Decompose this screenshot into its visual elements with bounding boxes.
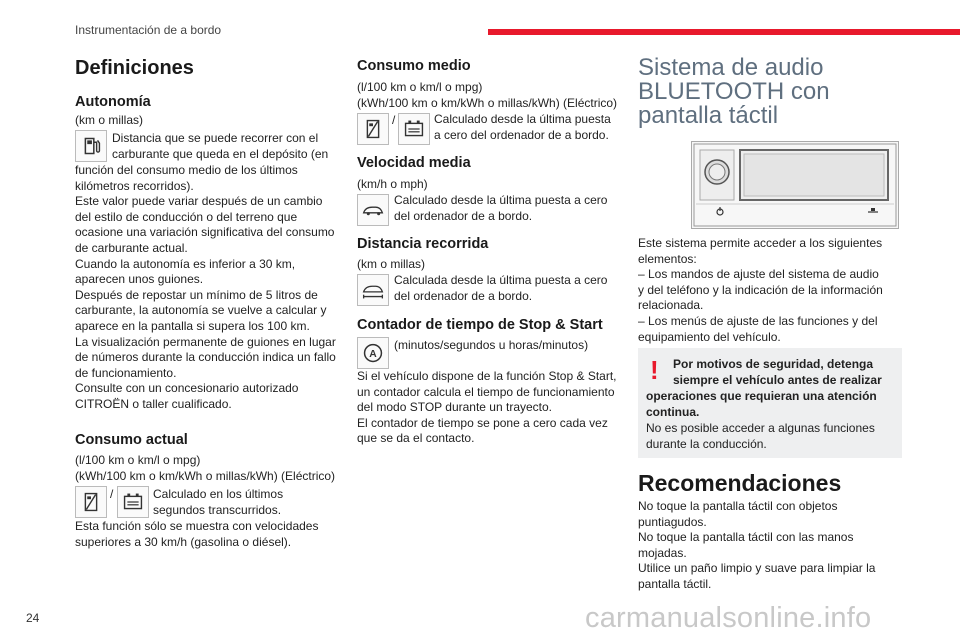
autonomia-heading: Autonomía [75, 94, 151, 110]
fuel-consumption-icon [357, 113, 389, 145]
consumo-medio-heading: Consumo medio [357, 58, 471, 74]
recommendations-body: No toque la pantalla táctil con objetos puntiagudos. No toque la pantalla táctil con las manos mojadas. Utilice un paño limpio y suave para limpiar la pantalla táctil. [638, 499, 876, 591]
running-header: Instrumentación de a bordo [75, 23, 222, 37]
svg-text:A: A [369, 348, 377, 360]
warning-normal-a: No es posible acceder a algunas funciones [646, 421, 875, 435]
exclamation-warning-icon: ! [650, 355, 659, 385]
consumo-medio-desc-a: Calculado desde la última puesta [434, 112, 611, 126]
warning-bold-b: siempre el vehículo antes de realizar [673, 373, 882, 387]
autonomia-body: función del consumo medio de los últimos kilómetros recorridos). Este valor puede variar después de un cambio del estilo de conducción o del terreno que ocasione una variación significativa del consumo de carburante actual. Cuando la autonomía es inferior a 30 km, aparecen unos guiones. Después de repostar un mínimo de 5 litros de carburante, la autonomía se vuelve a calcular y aparece en la pantalla si supera los 100 km. La visualización permanente de guiones en lugar de números durante la conducción indica un fallo de funcionamiento. Consulte con un concesionario autorizado CITROËN o taller cualificado. [75, 163, 336, 411]
page-number: 24 [26, 611, 40, 625]
distancia-desc-a: Calculada desde la última puesta a cero [394, 273, 608, 287]
slash-separator: / [110, 487, 114, 501]
audio-system-title: Sistema de audio BLUETOOTH con pantalla táctil [638, 54, 830, 129]
car-distance-icon [357, 274, 389, 306]
fuel-pump-icon [75, 130, 107, 162]
header-accent-bar [488, 29, 960, 35]
touchscreen-illustration [691, 141, 899, 229]
distancia-heading: Distancia recorrida [357, 236, 489, 252]
distancia-units: (km o millas) [357, 257, 425, 271]
warning-bold-d: continua. [646, 405, 700, 419]
consumo-medio-units2: (kWh/100 km o km/kWh o millas/kWh) (Eléctrico) [357, 96, 618, 110]
velocidad-media-desc-a: Calculado desde la última puesta a cero [394, 193, 608, 207]
autonomia-desc-b: carburante que queda en el depósito (en [112, 147, 329, 161]
definitions-title: Definiciones [75, 57, 194, 79]
velocidad-media-desc-b: del ordenador de a bordo. [394, 209, 533, 223]
consumo-actual-units2: (kWh/100 km o km/kWh o millas/kWh) (Eléctrico) [75, 469, 336, 483]
consumo-actual-desc-b: segundos transcurridos. [153, 503, 282, 517]
car-speed-icon [357, 194, 389, 226]
distancia-desc-b: del ordenador de a bordo. [394, 289, 533, 303]
consumo-medio-desc-b: a cero del ordenador de a bordo. [434, 128, 609, 142]
autonomia-desc-a: Distancia que se puede recorrer con el [112, 131, 319, 145]
warning-normal-b: durante la conducción. [646, 437, 767, 451]
audio-intro: Este sistema permite acceder a los siguientes elementos: – Los mandos de ajuste del sistema de audio y del teléfono y la indicación de la información relacionada. – Los menús de ajuste de las funciones y del equipamiento del vehículo. [638, 236, 883, 344]
consumo-medio-units1: (l/100 km o km/l o mpg) [357, 80, 483, 94]
fuel-consumption-icon [75, 486, 107, 518]
consumo-actual-desc-a: Calculado en los últimos [153, 487, 284, 501]
slash-separator: / [392, 113, 396, 127]
stop-start-icon [357, 337, 389, 369]
watermark: carmanualsonline.info [585, 602, 872, 634]
battery-consumption-icon [117, 486, 149, 518]
warning-bold-a: Por motivos de seguridad, detenga [673, 357, 874, 371]
velocidad-media-units: (km/h o mph) [357, 177, 428, 191]
recommendations-title: Recomendaciones [638, 470, 842, 496]
autonomia-units: (km o millas) [75, 113, 143, 127]
consumo-actual-heading: Consumo actual [75, 432, 188, 448]
velocidad-media-heading: Velocidad media [357, 155, 471, 171]
stop-start-body: Si el vehículo dispone de la función Stop & Start, un contador calcula el tiempo de funcionamiento del modo STOP durante un trayecto. El contador de tiempo se pone a cero cada vez que se da el contacto. [357, 369, 617, 446]
battery-consumption-icon [398, 113, 430, 145]
stop-start-heading: Contador de tiempo de Stop & Start [357, 317, 603, 333]
consumo-actual-body: Esta función sólo se muestra con velocidades superiores a 30 km/h (gasolina o diésel). [75, 519, 319, 549]
consumo-actual-units1: (l/100 km o km/l o mpg) [75, 453, 201, 467]
stop-start-units: (minutos/segundos u horas/minutos) [394, 338, 589, 352]
warning-bold-c: operaciones que requieran una atención [646, 389, 877, 403]
